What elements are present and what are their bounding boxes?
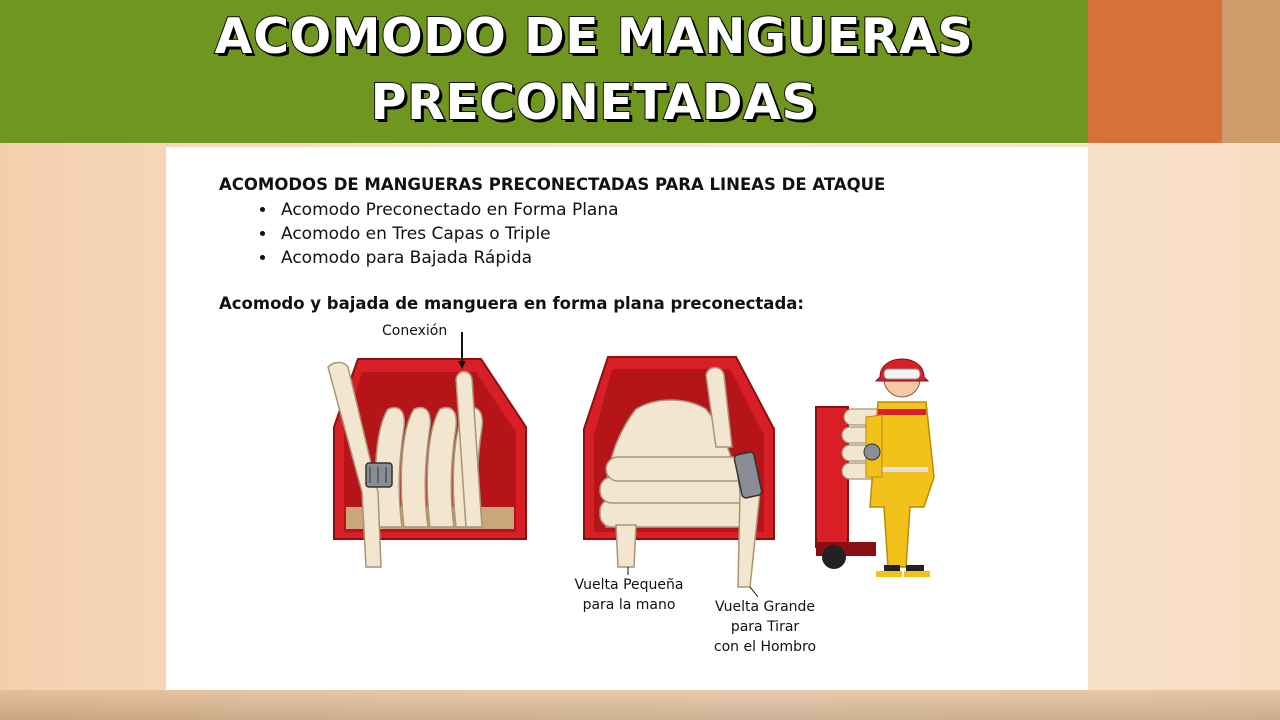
slide-title bbox=[0, 4, 1088, 136]
bullet-item: • Acomodo Preconectado en Forma Plana bbox=[277, 198, 885, 222]
bullet-item: • Acomodo para Bajada Rápida bbox=[277, 246, 885, 270]
small-loop-label-line1: Vuelta Pequeña bbox=[574, 577, 684, 593]
pointer-line bbox=[750, 587, 758, 597]
coupling-icon bbox=[366, 463, 392, 487]
small-loop-label bbox=[564, 575, 694, 615]
accent-stripe-orange bbox=[1088, 0, 1222, 143]
document-heading: ACOMODOS DE MANGUERAS PRECONECTADAS PARA LINEAS DE ATAQUE bbox=[219, 175, 886, 194]
big-loop-label-line1: Vuelta Grande bbox=[714, 599, 816, 615]
connection-label: Conexión bbox=[382, 323, 448, 339]
small-loop-label-line2: para la mano bbox=[582, 597, 676, 613]
big-loop-label bbox=[700, 597, 830, 657]
hose-bed-center bbox=[584, 357, 774, 587]
slide-title-line2: PRECONETADAS bbox=[370, 74, 818, 131]
big-loop-label-line2: para Tirar bbox=[730, 619, 800, 635]
hose-bed-left bbox=[328, 332, 526, 567]
accent-stripe-tan bbox=[1222, 0, 1280, 143]
firefighter-illustration bbox=[816, 359, 934, 577]
slide-bottom-band bbox=[0, 690, 1280, 720]
big-loop-label-line3: con el Hombro bbox=[713, 639, 817, 655]
document-image-panel bbox=[166, 147, 1088, 690]
bullet-item: • Acomodo en Tres Capas o Triple bbox=[277, 222, 885, 246]
slide-title-line1: ACOMODO DE MANGUERAS bbox=[214, 8, 974, 65]
document-subheading: Acomodo y bajada de manguera en forma plana preconectada: bbox=[219, 294, 804, 313]
